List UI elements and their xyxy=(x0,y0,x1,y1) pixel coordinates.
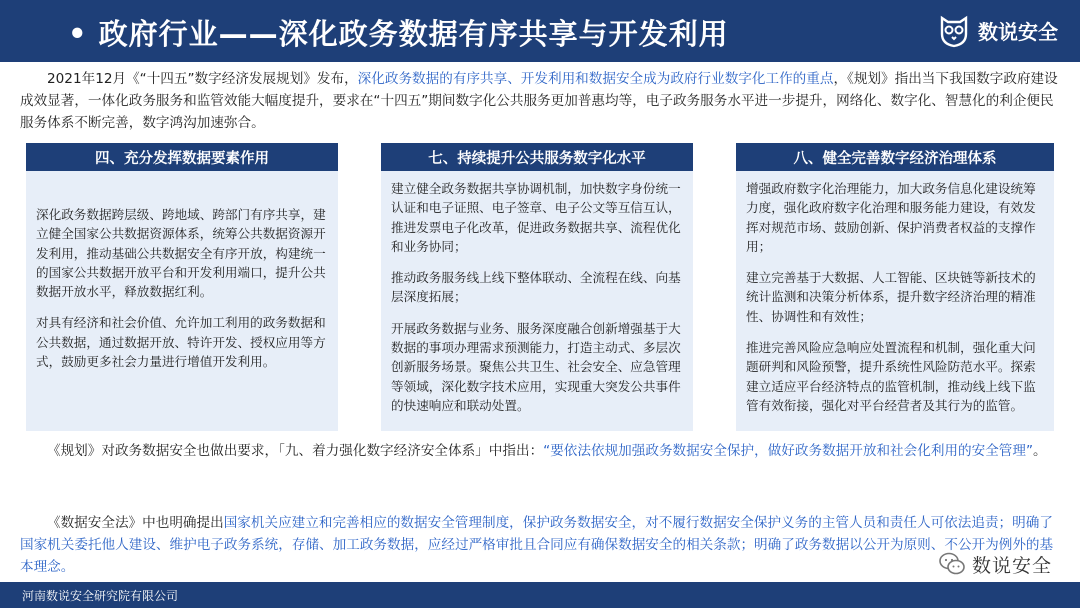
para2-text-1: 《规划》对政务数据安全也做出要求，「九、着力强化数字经济安全体系」中指出： xyxy=(47,443,544,459)
brand-logo xyxy=(936,10,1058,50)
footer-org-name: 河南数说安全研究院有限公司 xyxy=(22,589,179,603)
column-paragraph: 推进完善风险应急响应处置流程和机制，强化重大问题研判和风险预警，提升系统性风险防范水平。探索建立适应平台经济特点的监管机制，推动线上线下监管有效衔接，强化对平台经营者及其行为的监管。 xyxy=(746,340,1036,413)
data-security-law-paragraph xyxy=(20,512,1060,578)
column-governance xyxy=(736,143,1054,431)
owl-logo-icon xyxy=(936,12,972,48)
column-paragraph: 对具有经济和社会价值、允许加工利用的政务数据和公共数据，通过数据开放、特许开发、授权应用等方式，鼓励更多社会力量进行增值开发利用。 xyxy=(36,315,326,370)
plan-security-paragraph xyxy=(20,440,1060,462)
column-paragraph: 建立完善基于大数据、人工智能、区块链等新技术的统计监测和决策分析体系，提升数字经济治理的精准性、协调性和有效性； xyxy=(746,270,1036,324)
column-public-service xyxy=(381,143,693,431)
wechat-account-name: 数说安全 xyxy=(971,554,1052,577)
column-paragraph: 推动政务服务线上线下整体联动、全流程在线、向基层深度拓展； xyxy=(391,270,681,305)
page-title: • 政府行业——深化政务数据有序共享与开发利用 xyxy=(68,17,729,51)
column-paragraph: 增强政府数字化治理能力，加大政务信息化建设统筹力度，强化政府数字化治理和服务能力建设，有效发挥对规范市场、鼓励创新、保护消费者权益的支撑作用； xyxy=(746,181,1036,254)
column-paragraph: 开展政务数据与业务、服务深度融合创新增强基于大数据的事项办理需求预测能力，打造主动式、多层次创新服务场景。聚焦公共卫生、社会安全、应急管理等领域，深化数字技术应用，实现重大突发公共事件的快速响应和联动处置。 xyxy=(391,320,681,413)
footer-bar xyxy=(0,582,1080,608)
para3-text-1: 《数据安全法》中也明确提出 xyxy=(47,515,224,531)
logo-text: 数说安全 xyxy=(978,19,1058,44)
intro-paragraph xyxy=(20,68,1060,134)
column-heading: 七、持续提升公共服务数字化水平 xyxy=(381,143,693,171)
wechat-icon xyxy=(938,550,966,578)
para2-text-2: 。 xyxy=(1033,443,1047,459)
wechat-account-badge xyxy=(938,550,1052,578)
intro-text-2: ，《规划》指出当下我国数字政府建设成效显著，一体化政务服务和监管效能大幅度提升，要求在“十四五”期间数字化公共服务更加普惠均等，电子政务服务水平进一步提升，网络化、数字化、智慧化的利企便民服务体系不断完善，数字鸿沟加速弥合。 xyxy=(20,71,1058,131)
column-paragraph: 建立健全政务数据共享协调机制，加快数字身份统一认证和电子证照、电子签章、电子公文等互信互认，推进发票电子化改革，促进政务数据共享、流程优化和业务协同； xyxy=(391,181,681,254)
column-heading: 八、健全完善数字经济治理体系 xyxy=(736,143,1054,171)
column-data-elements xyxy=(26,143,338,431)
column-heading: 四、充分发挥数据要素作用 xyxy=(26,143,338,171)
para2-highlight: “要依法依规加强政务数据安全保护，做好政务数据开放和社会化利用的安全管理” xyxy=(543,443,1034,459)
column-paragraph: 深化政务数据跨层级、跨地域、跨部门有序共享，建立健全国家公共数据资源体系，统筹公共数据资源开发利用，推动基础公共数据安全有序开放，构建统一的国家公共数据开放平台和开发利用端口，提升公共数据开放水平，释放数据红利。 xyxy=(36,207,326,300)
header-bar xyxy=(0,0,1080,62)
intro-highlight: 深化政务数据的有序共享、开发利用和数据安全成为政府行业数字化工作的重点 xyxy=(357,71,834,87)
intro-text-1: 2021年12月《“十四五”数字经济发展规划》发布， xyxy=(47,71,358,87)
para3-highlight: 国家机关应建立和完善相应的数据安全管理制度，保护政务数据安全，对不履行数据安全保护义务的主管人员和责任人可依法追责；明确了国家机关委托他人建设、维护电子政务系统，存储、加工政务数据，应经过严格审批且合同应有确保数据安全的相关条款；明确了政务数据以公开为原则、不公开为例外的基本理念。 xyxy=(20,515,1054,575)
